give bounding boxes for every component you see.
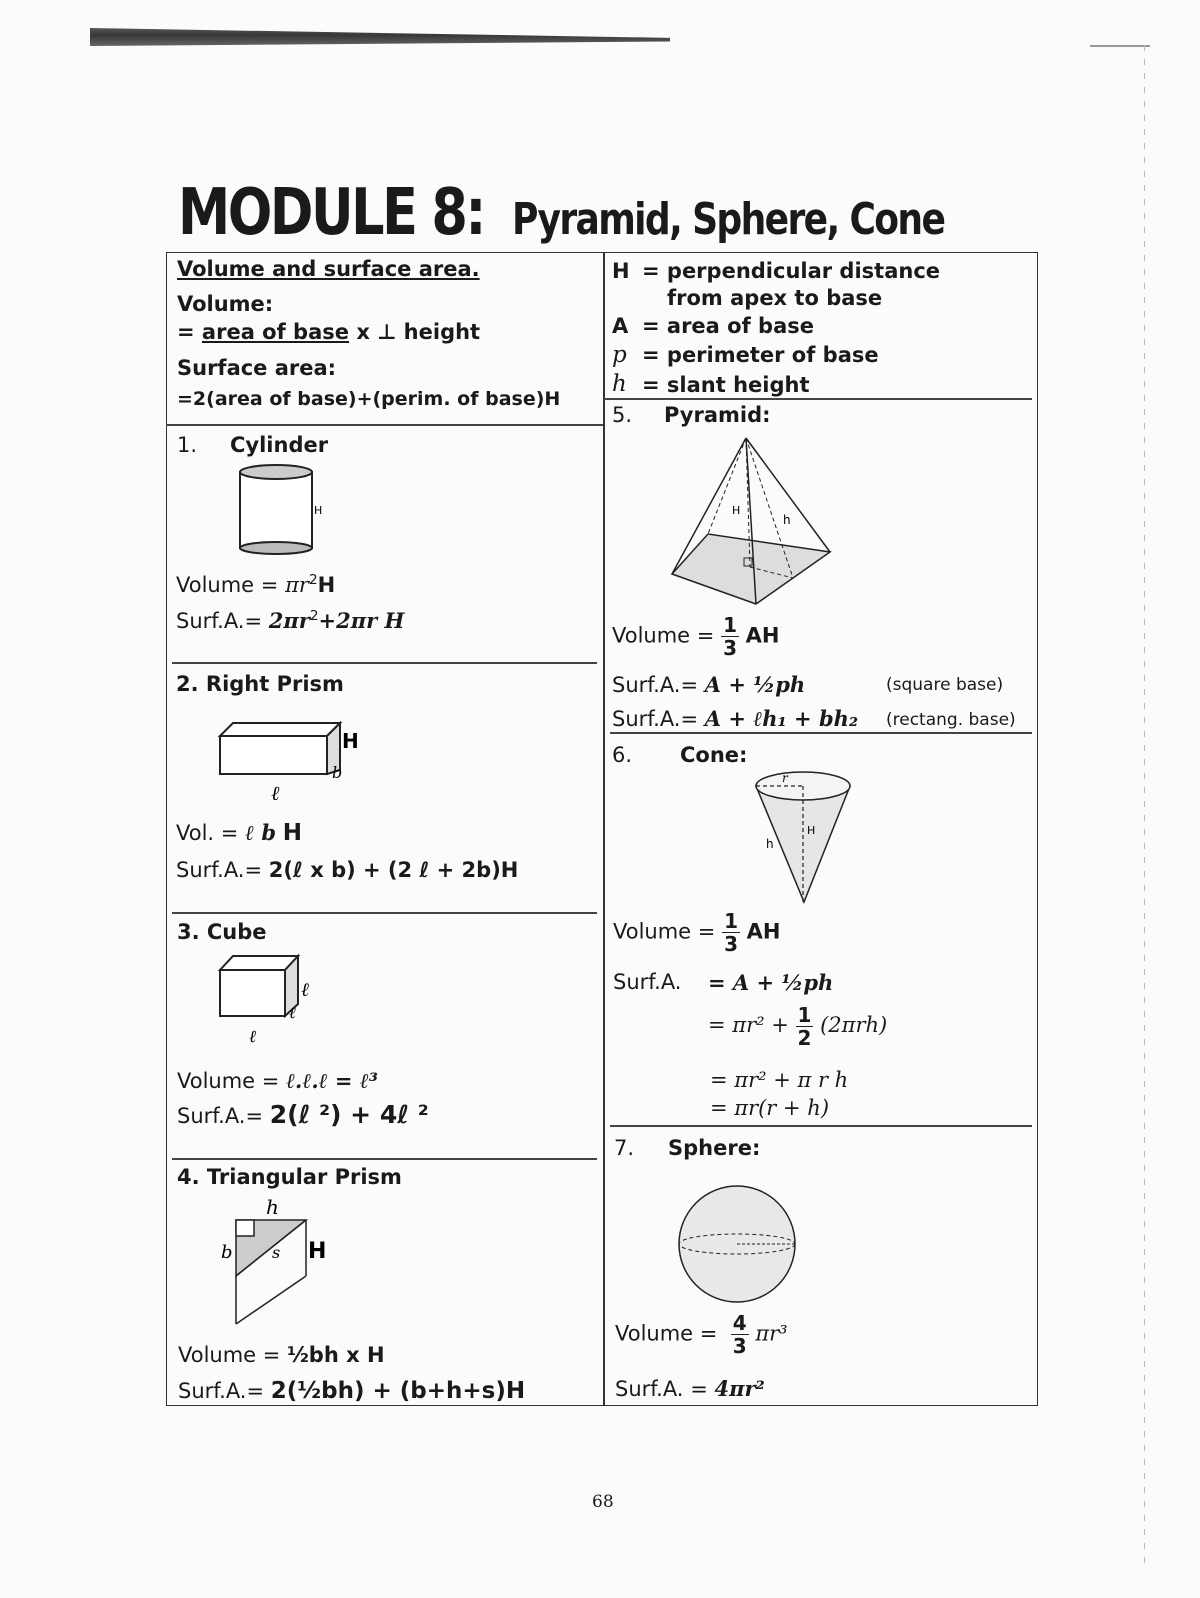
triangular-dim-H: H xyxy=(308,1239,327,1264)
prism-surf-label: Surf.A.= xyxy=(176,858,263,882)
legend-h-def: = slant height xyxy=(642,373,810,397)
triangular-surf-label: Surf.A.= xyxy=(178,1379,265,1403)
cube-dim-l1: ℓ xyxy=(301,979,309,1001)
cylinder-surf-exp: 2 xyxy=(309,608,319,624)
cone-heading: Cone: xyxy=(680,743,748,767)
sphere-surf-formula: 4πr² xyxy=(714,1376,765,1401)
cone-dim-r: r xyxy=(782,771,788,785)
pyramid-surf2-formula: A + ℓh₁ + bh₂ xyxy=(704,706,859,731)
triangular-volume xyxy=(178,1343,385,1367)
pyramid-number: 5. xyxy=(612,403,633,427)
divider-cube xyxy=(172,1158,597,1160)
prism-vol-tail: H xyxy=(282,820,302,846)
cylinder-surf-b: +2πr H xyxy=(318,608,405,633)
legend-H-def2: from apex to base xyxy=(667,286,883,310)
cube-volume-label: Volume = xyxy=(177,1069,280,1093)
pyramid-volume xyxy=(612,614,780,659)
sphere-figure xyxy=(675,1184,801,1304)
legend-A-def: = area of base xyxy=(642,314,814,338)
volume-prefix: = xyxy=(177,320,195,344)
triangular-volume-formula: ½bh x H xyxy=(287,1343,385,1367)
sphere-surf-eq: = xyxy=(690,1377,708,1401)
pyramid-dim-h: h xyxy=(783,513,791,527)
cube-dim-l2: ℓ xyxy=(289,1003,296,1022)
cone-number: 6. xyxy=(612,743,633,767)
pyramid-heading: Pyramid: xyxy=(664,403,771,427)
triangular-dim-h: h xyxy=(266,1195,279,1219)
cylinder-volume-formula: πr xyxy=(285,573,309,597)
cone-surf-line3: = πr² + π r h xyxy=(710,1068,849,1092)
pyramid-volume-tail: AH xyxy=(745,623,780,648)
divider-cylinder xyxy=(172,662,597,664)
page-number: 68 xyxy=(592,1492,614,1512)
cone-volume-tail: AH xyxy=(746,919,781,944)
pyramid-surface-square xyxy=(612,672,805,697)
scan-edge-line xyxy=(1144,45,1145,1565)
cone-volume-label: Volume = xyxy=(613,919,716,944)
pyramid-surf2-label: Surf.A.= xyxy=(612,707,699,731)
triangular-heading: 4. Triangular Prism xyxy=(177,1165,402,1189)
sphere-number: 7. xyxy=(614,1136,635,1160)
prism-volume xyxy=(176,820,302,846)
cone-surf-line2-a: = πr² + xyxy=(708,1013,789,1037)
prism-vol-formula: ℓ b xyxy=(245,820,277,845)
prism-surface xyxy=(176,858,518,882)
cylinder-surf-a: 2πr xyxy=(268,608,310,633)
module-subtitle: Pyramid, Sphere, Cone xyxy=(512,194,945,245)
triangular-dim-s: s xyxy=(272,1243,281,1262)
cone-surf-fraction xyxy=(796,1004,814,1049)
cylinder-figure xyxy=(230,462,330,557)
prism-figure xyxy=(215,718,375,808)
pyramid-volume-den: 3 xyxy=(723,636,737,660)
divider-prism xyxy=(172,912,597,914)
intro-surface-formula: =2(area of base)+(perim. of base)H xyxy=(177,388,561,410)
cone-volume xyxy=(613,910,781,955)
pyramid-volume-fraction xyxy=(721,614,739,659)
cylinder-heading: Cylinder xyxy=(230,433,329,457)
volume-base: area of base xyxy=(201,320,349,344)
sphere-volume-fraction xyxy=(731,1312,749,1357)
prism-vol-label: Vol. = xyxy=(176,821,239,845)
legend-h-sym: h xyxy=(612,371,627,397)
legend-H-def: = perpendicular distance xyxy=(642,259,941,283)
sphere-surf-label: Surf.A. xyxy=(615,1377,684,1401)
pyramid-volume-label: Volume = xyxy=(612,623,715,648)
prism-heading: 2. Right Prism xyxy=(176,672,344,696)
cylinder-volume-label: Volume xyxy=(176,573,255,597)
cube-figure xyxy=(215,952,325,1047)
prism-dim-l: ℓ xyxy=(271,781,280,805)
triangular-surface xyxy=(178,1378,525,1404)
cylinder-number: 1. xyxy=(177,433,198,457)
cone-surf-line2-b: (2πrh) xyxy=(820,1013,888,1037)
legend-H-sym: H xyxy=(612,259,630,283)
cube-surf-label: Surf.A.= xyxy=(177,1104,264,1128)
cube-dim-l3: ℓ xyxy=(249,1027,257,1047)
pyramid-surf1-formula: A + ½ph xyxy=(704,672,806,697)
cone-surf-label: Surf.A. xyxy=(613,970,682,994)
triangular-volume-label: Volume = xyxy=(178,1343,281,1367)
intro-volume-label: Volume: xyxy=(177,292,274,316)
scan-artifact-bar xyxy=(90,28,670,46)
prism-dim-H: H xyxy=(342,729,359,753)
cube-surface xyxy=(177,1100,429,1129)
legend-p-def: = perimeter of base xyxy=(642,343,879,367)
prism-surf-formula: 2(ℓ x b) + (2 ℓ + 2b)H xyxy=(268,858,519,882)
cone-surf-line2 xyxy=(708,1004,887,1049)
pyramid-volume-num: 1 xyxy=(723,613,737,637)
pyramid-surface-rect xyxy=(612,706,858,732)
sphere-surface xyxy=(615,1376,765,1401)
scan-edge-top xyxy=(1090,45,1150,47)
sphere-heading: Sphere: xyxy=(668,1136,761,1160)
cone-volume-den: 3 xyxy=(724,932,738,956)
cylinder-dim-H: H xyxy=(314,504,323,517)
cone-dim-h: h xyxy=(766,837,774,851)
pyramid-surf1-note: (square base) xyxy=(886,675,1004,695)
sphere-volume-label: Volume = xyxy=(615,1321,718,1346)
prism-dim-b: b xyxy=(332,763,343,782)
cone-surf-num: 1 xyxy=(797,1003,812,1027)
cone-surf-den: 2 xyxy=(797,1026,812,1050)
cone-volume-num: 1 xyxy=(724,909,738,933)
cylinder-volume-exp: 2 xyxy=(308,572,318,588)
divider-pyramid xyxy=(610,732,1032,734)
cylinder-volume-tail: H xyxy=(317,573,336,597)
legend-p-sym: p xyxy=(612,342,627,368)
pyramid-surf1-label: Surf.A.= xyxy=(612,673,699,697)
cube-volume-formula: ℓ.ℓ.ℓ = ℓ³ xyxy=(286,1068,378,1093)
volume-times: x ⊥ height xyxy=(356,320,481,344)
cone-figure xyxy=(752,768,856,908)
triangular-figure xyxy=(218,1194,348,1334)
sphere-volume-den: 3 xyxy=(732,1334,747,1358)
intro-heading: Volume and surface area. xyxy=(177,257,480,281)
cylinder-surface xyxy=(176,608,404,633)
cube-surf-formula: 2(ℓ ²) + 4ℓ ² xyxy=(269,1100,429,1129)
sphere-volume-tail: πr³ xyxy=(755,1321,788,1346)
cylinder-volume-eq: = xyxy=(260,573,279,597)
cube-volume xyxy=(177,1068,378,1094)
sphere-volume xyxy=(615,1312,788,1357)
pyramid-surf2-note: (rectang. base) xyxy=(886,710,1016,730)
intro-surface-label: Surface area: xyxy=(177,356,337,380)
intro-volume-formula xyxy=(177,320,480,344)
cube-heading: 3. Cube xyxy=(177,920,267,944)
cone-dim-H: H xyxy=(807,824,816,837)
cone-volume-fraction xyxy=(722,910,740,955)
module-label: MODULE 8: xyxy=(178,176,484,250)
cone-surf-line1: = A + ½ph xyxy=(708,970,834,995)
triangular-surf-formula: 2(½bh) + (b+h+s)H xyxy=(270,1378,526,1404)
legend-A-sym: A xyxy=(612,314,629,338)
divider-legend xyxy=(604,398,1032,400)
cone-surf-line4: = πr(r + h) xyxy=(710,1096,830,1120)
divider-cone xyxy=(610,1125,1032,1127)
divider-intro xyxy=(166,424,603,426)
column-divider xyxy=(603,252,605,1406)
sphere-volume-num: 4 xyxy=(732,1311,747,1335)
pyramid-dim-H: H xyxy=(732,504,741,517)
page-title xyxy=(178,176,1089,250)
cylinder-surf-label: Surf.A.= xyxy=(176,609,263,633)
pyramid-figure xyxy=(668,434,838,609)
cylinder-volume xyxy=(176,572,335,597)
triangular-dim-b: b xyxy=(221,1242,233,1263)
